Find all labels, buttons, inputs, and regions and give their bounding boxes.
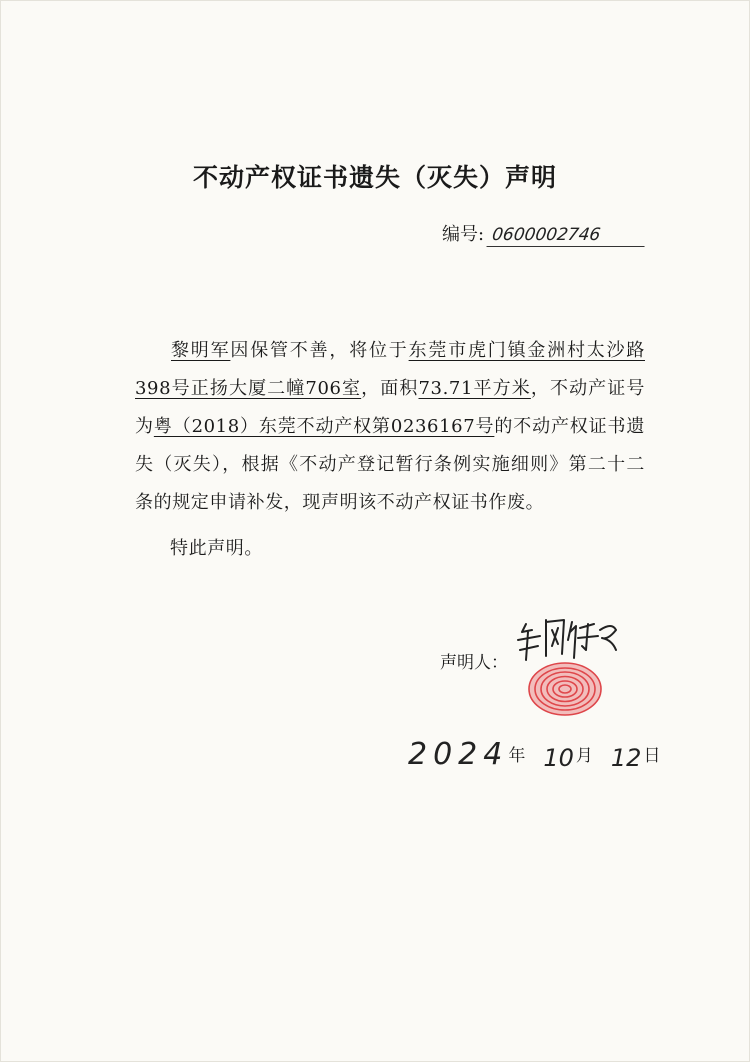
date-month-unit: 月 xyxy=(575,746,593,766)
date-year: 2024 xyxy=(408,737,509,772)
fingerprint-stamp xyxy=(525,660,605,718)
certificate-number: 粤（2018）东莞不动产权第0236167号 xyxy=(153,416,495,437)
body-text-2: ，面积 xyxy=(361,378,419,399)
declarant-label: 声明人： xyxy=(440,653,508,673)
property-area: 73.71平方米 xyxy=(418,378,531,399)
signing-date xyxy=(408,722,670,772)
serial-number xyxy=(442,220,646,247)
closing-statement: 特此声明。 xyxy=(170,538,263,559)
owner-name: 黎明军 xyxy=(171,340,231,361)
date-month: 10 xyxy=(543,744,574,772)
date-year-unit: 年 xyxy=(508,746,526,766)
body-text-4: 的不动产权证书遗失（灭失），根据《不动产登记暂行条例实施细则》第二十二条的规定申请补发，现声明该不动产权证书作废。 xyxy=(135,416,645,513)
declaration-paragraph xyxy=(135,332,645,522)
document-title: 不动产权证书遗失（灭失）声明 xyxy=(192,163,557,192)
date-day-unit: 日 xyxy=(643,746,661,766)
body-text-1: 因保管不善，将位于 xyxy=(230,340,409,361)
property-address: 东莞市虎门镇金洲村太沙路398号正扬大厦二幢706室 xyxy=(135,340,645,399)
date-day: 12 xyxy=(610,744,642,772)
serial-value: 0600002746 xyxy=(487,225,648,247)
serial-label: 编号: xyxy=(442,224,485,245)
body-text-3: ，不动产证号为 xyxy=(135,378,645,437)
declaration-body xyxy=(135,332,645,522)
